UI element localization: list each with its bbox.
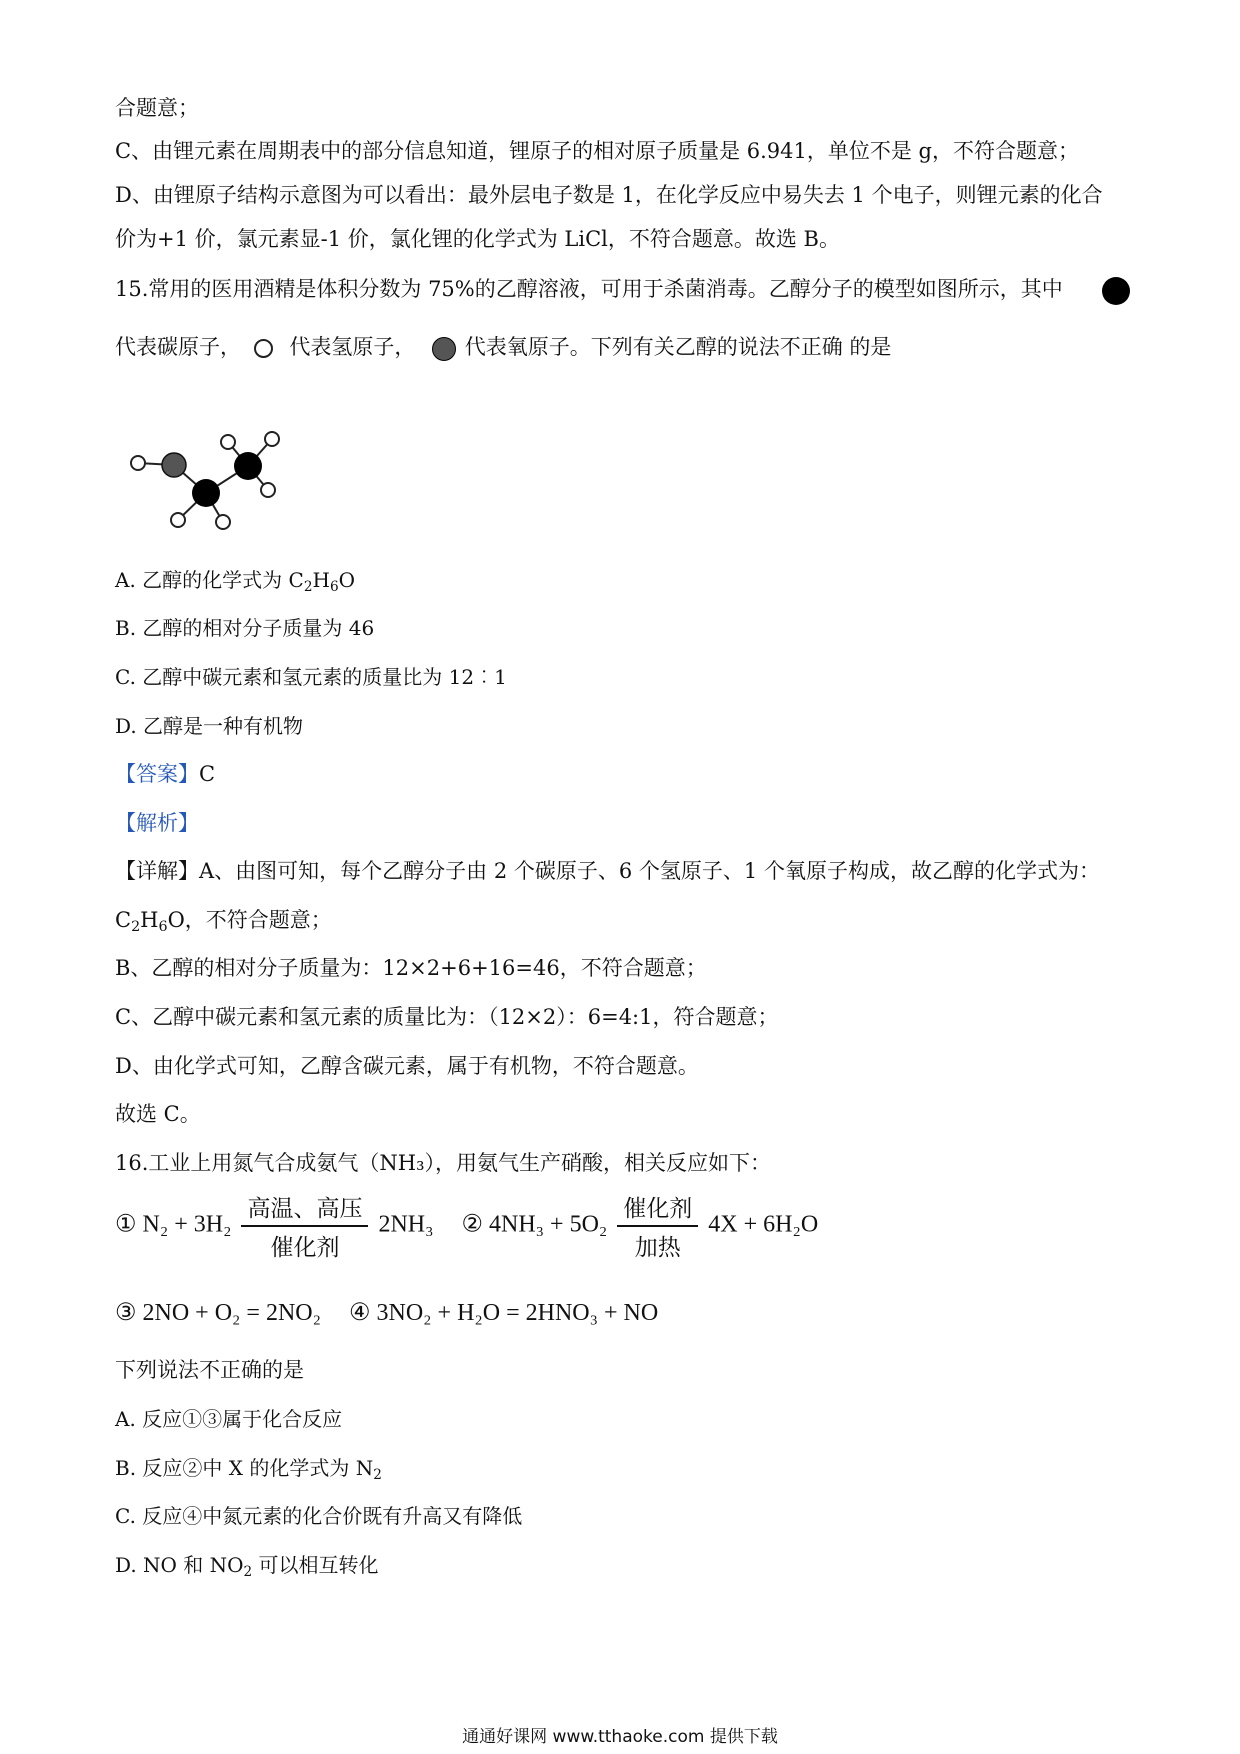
reaction-3: ③ 2NO + O₂ = 2NO₂ <box>115 1300 321 1326</box>
q15-detail-c: C、乙醇中碳元素和氢元素的质量比为：（12×2）：6=4:1，符合题意； <box>115 1005 779 1029</box>
q15-option-d: D. 乙醇是一种有机物 <box>115 714 304 738</box>
q15-detail-line1: 【详解】A、由图可知，每个乙醇分子由 2 个碳原子、6 个氢原子、1 个氧原子构成，故乙醇的化学式为： <box>115 859 1100 883</box>
page-footer: 通通好课网 www.tthaoke.com 提供下载 <box>462 1727 778 1747</box>
hydrogen-atom-icon <box>131 456 145 470</box>
hydrogen-atom-icon <box>261 483 275 497</box>
q15-detail-b: B、乙醇的相对分子质量为：12×2+6+16=46，不符合题意； <box>115 956 707 980</box>
q16-option-b: B. 反应②中 X 的化学式为 $N_2$ <box>115 1456 382 1483</box>
reaction-2-condition-top: 催化剂 <box>617 1190 698 1227</box>
reaction-2-products: 4X + 6H₂O <box>708 1211 819 1238</box>
q16-option-d: D. NO 和 $NO_2$ 可以相互转化 <box>115 1553 379 1580</box>
carbon-atom-icon <box>192 479 220 507</box>
reaction-2-condition-bottom: 加热 <box>634 1235 681 1260</box>
hydrogen-atom-icon <box>265 432 279 446</box>
q15-analysis-label: 【解析】 <box>115 811 199 835</box>
carbon-atom-icon <box>234 452 262 480</box>
hydrogen-atom-icon <box>254 339 273 358</box>
answer-label: 【答案】 <box>115 762 199 786</box>
reaction-1-conditions <box>241 1190 368 1262</box>
q15-conclusion: 故选 C。 <box>115 1102 201 1126</box>
reaction-2-conditions <box>617 1190 698 1262</box>
reaction-1-products: 2NH₃ <box>378 1211 434 1238</box>
q15-stem-line1 <box>115 275 1063 303</box>
q15-option-c: C. 乙醇中碳元素和氢元素的质量比为 12︰1 <box>115 665 507 689</box>
reaction-1-2 <box>115 1190 818 1262</box>
hydrogen-atom-icon <box>171 513 185 527</box>
q15-answer <box>115 760 215 788</box>
q16-stem: 16.工业上用氮气合成氨气（NH₃），用氨气生产硝酸，相关反应如下： <box>115 1151 772 1175</box>
oxygen-legend-text: 代表氧原子。下列有关乙醇的说法不正确 的是 <box>464 335 892 359</box>
hydrogen-atom-icon <box>221 435 235 449</box>
explanation-d-line1: D、由锂原子结构示意图为可以看出：最外层电子数是 1，在化学反应中易失去 1 个电子，则锂元素的化合 <box>115 183 1103 207</box>
carbon-atom-icon <box>1102 277 1130 305</box>
reaction-4: ④ 3NO₂ + H₂O = 2HNO₃ + NO <box>348 1300 659 1326</box>
q15-option-b: B. 乙醇的相对分子质量为 46 <box>115 616 375 640</box>
oxygen-atom-icon <box>162 453 186 477</box>
hydrogen-legend-text: 代表氢原子， <box>289 335 416 359</box>
explanation-c: C、由锂元素在周期表中的部分信息知道，锂原子的相对原子质量是 6.941，单位不是 g，不符合题意； <box>115 139 1079 163</box>
reaction-1-condition-bottom: 催化剂 <box>270 1235 340 1260</box>
q15-detail-d: D、由化学式可知，乙醇含碳元素，属于有机物，不符合题意。 <box>115 1054 699 1078</box>
q15-detail-line2: $C_2H_6O$，不符合题意； <box>115 908 332 935</box>
reaction-1-condition-top: 高温、高压 <box>241 1190 368 1227</box>
q15-stem-text: 15.常用的医用酒精是体积分数为 75%的乙醇溶液，可用于杀菌消毒。乙醇分子的模型如图所示，其中 <box>115 277 1063 301</box>
reaction-3-4 <box>115 1298 658 1327</box>
q15-stem-line2 <box>115 333 891 361</box>
continuation-line: 合题意； <box>115 96 199 120</box>
q16-prompt: 下列说法不正确的是 <box>115 1358 304 1382</box>
reaction-2-reactants: ② 4NH₃ + 5O₂ <box>461 1211 608 1238</box>
ethanol-molecule-model <box>122 422 292 542</box>
q16-option-a: A. 反应①③属于化合反应 <box>115 1407 343 1431</box>
q15-option-a: A. 乙醇的化学式为 $C_2H_6O$ <box>115 568 355 595</box>
explanation-d-line2: 价为+1 价，氯元素显-1 价，氯化锂的化学式为 LiCl，不符合题意。故选 B。 <box>115 227 840 251</box>
oxygen-atom-icon <box>432 337 456 361</box>
answer-value: C <box>199 762 216 786</box>
reaction-1-reactants: ① N₂ + 3H₂ <box>115 1211 232 1238</box>
carbon-legend-text: 代表碳原子， <box>115 335 241 359</box>
hydrogen-atom-icon <box>216 515 230 529</box>
q16-option-c: C. 反应④中氮元素的化合价既有升高又有降低 <box>115 1504 523 1528</box>
